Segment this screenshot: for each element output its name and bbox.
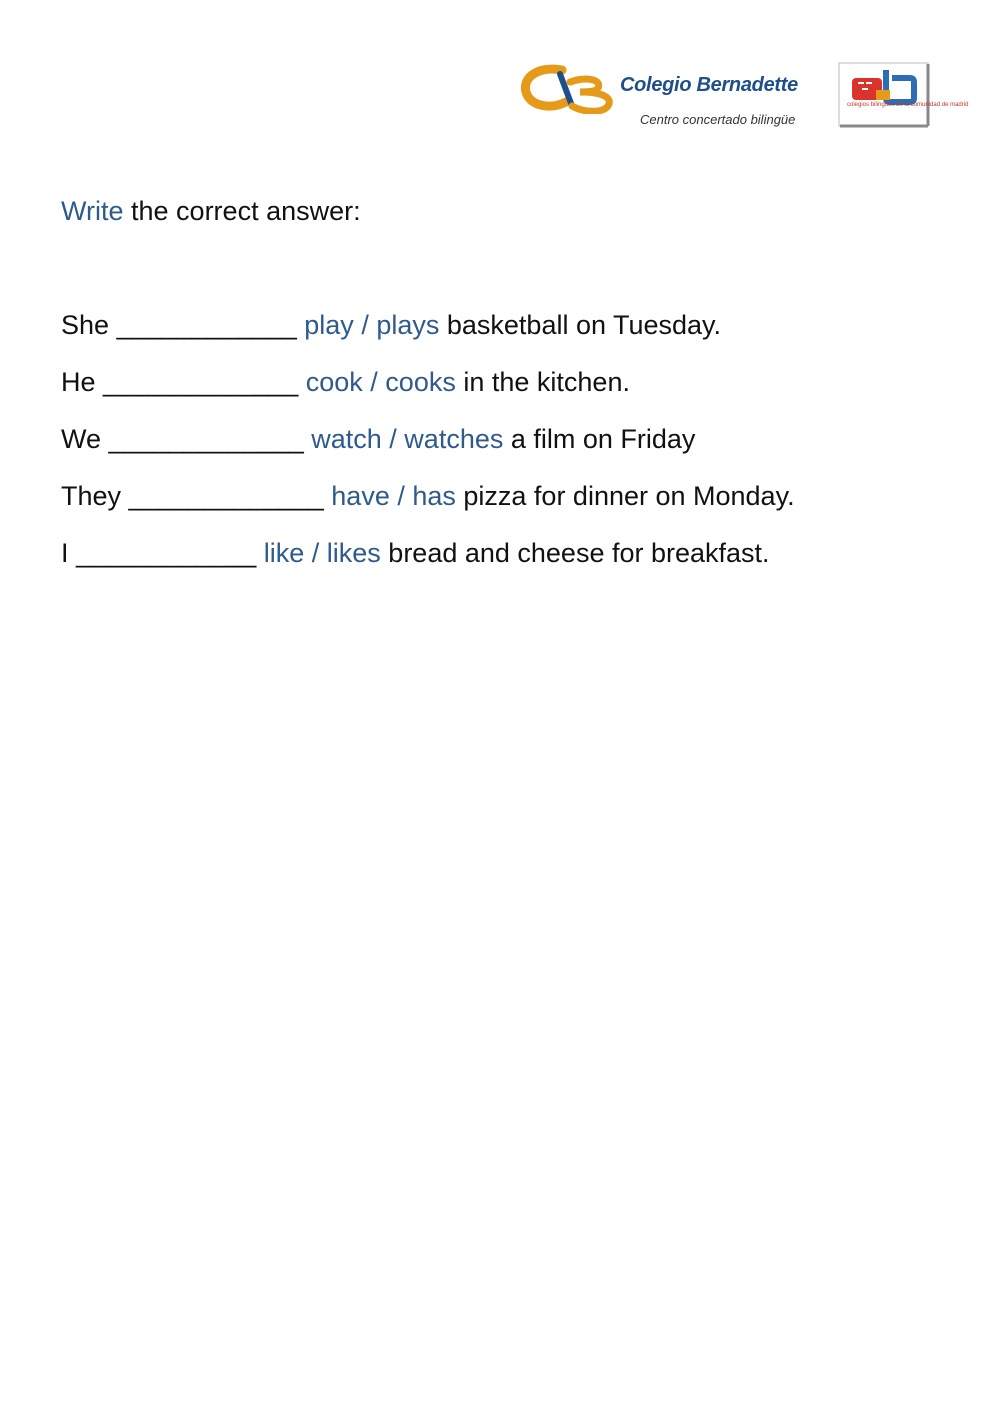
verb-options: watch / watches — [311, 424, 504, 454]
bilingual-logo-caption: colegios bilingües de la comunidad de madrid — [847, 102, 969, 108]
exercise-item-2 — [61, 366, 961, 423]
subject: He — [61, 367, 96, 397]
sentence-rest: pizza for dinner on Monday. — [463, 481, 795, 511]
answer-blank[interactable]: ____________ — [76, 538, 257, 568]
exercise-item-1 — [61, 309, 961, 366]
answer-blank[interactable]: _____________ — [128, 481, 324, 511]
cb-logo-mark — [520, 62, 620, 114]
exercise-list — [61, 309, 961, 594]
verb-options: like / likes — [263, 538, 381, 568]
verb-options: play / plays — [304, 310, 440, 340]
sentence-rest: in the kitchen. — [463, 367, 630, 397]
verb-options: have / has — [331, 481, 456, 511]
sentence-rest: basketball on Tuesday. — [446, 310, 722, 340]
school-subtitle: Centro concertado bilingüe — [640, 112, 796, 127]
instruction — [61, 196, 361, 227]
verb-options: cook / cooks — [305, 367, 456, 397]
exercise-item-5 — [61, 537, 961, 594]
exercise-item-3 — [61, 423, 961, 480]
school-name: Colegio Bernadette — [620, 74, 798, 96]
subject: I — [61, 538, 69, 568]
exercise-item-4 — [61, 480, 961, 537]
instruction-text: the correct answer: — [123, 196, 361, 226]
sentence-rest: bread and cheese for breakfast. — [388, 538, 770, 568]
subject: She — [61, 310, 110, 340]
subject: They — [61, 481, 122, 511]
bilingual-schools-logo — [838, 62, 969, 128]
page-header — [520, 58, 969, 138]
answer-blank[interactable]: ____________ — [116, 310, 297, 340]
subject: We — [61, 424, 102, 454]
answer-blank[interactable]: _____________ — [103, 367, 299, 397]
school-logo — [520, 58, 810, 138]
instruction-verb: Write — [61, 196, 124, 226]
sentence-rest: a film on Friday — [510, 424, 696, 454]
answer-blank[interactable]: _____________ — [108, 424, 304, 454]
